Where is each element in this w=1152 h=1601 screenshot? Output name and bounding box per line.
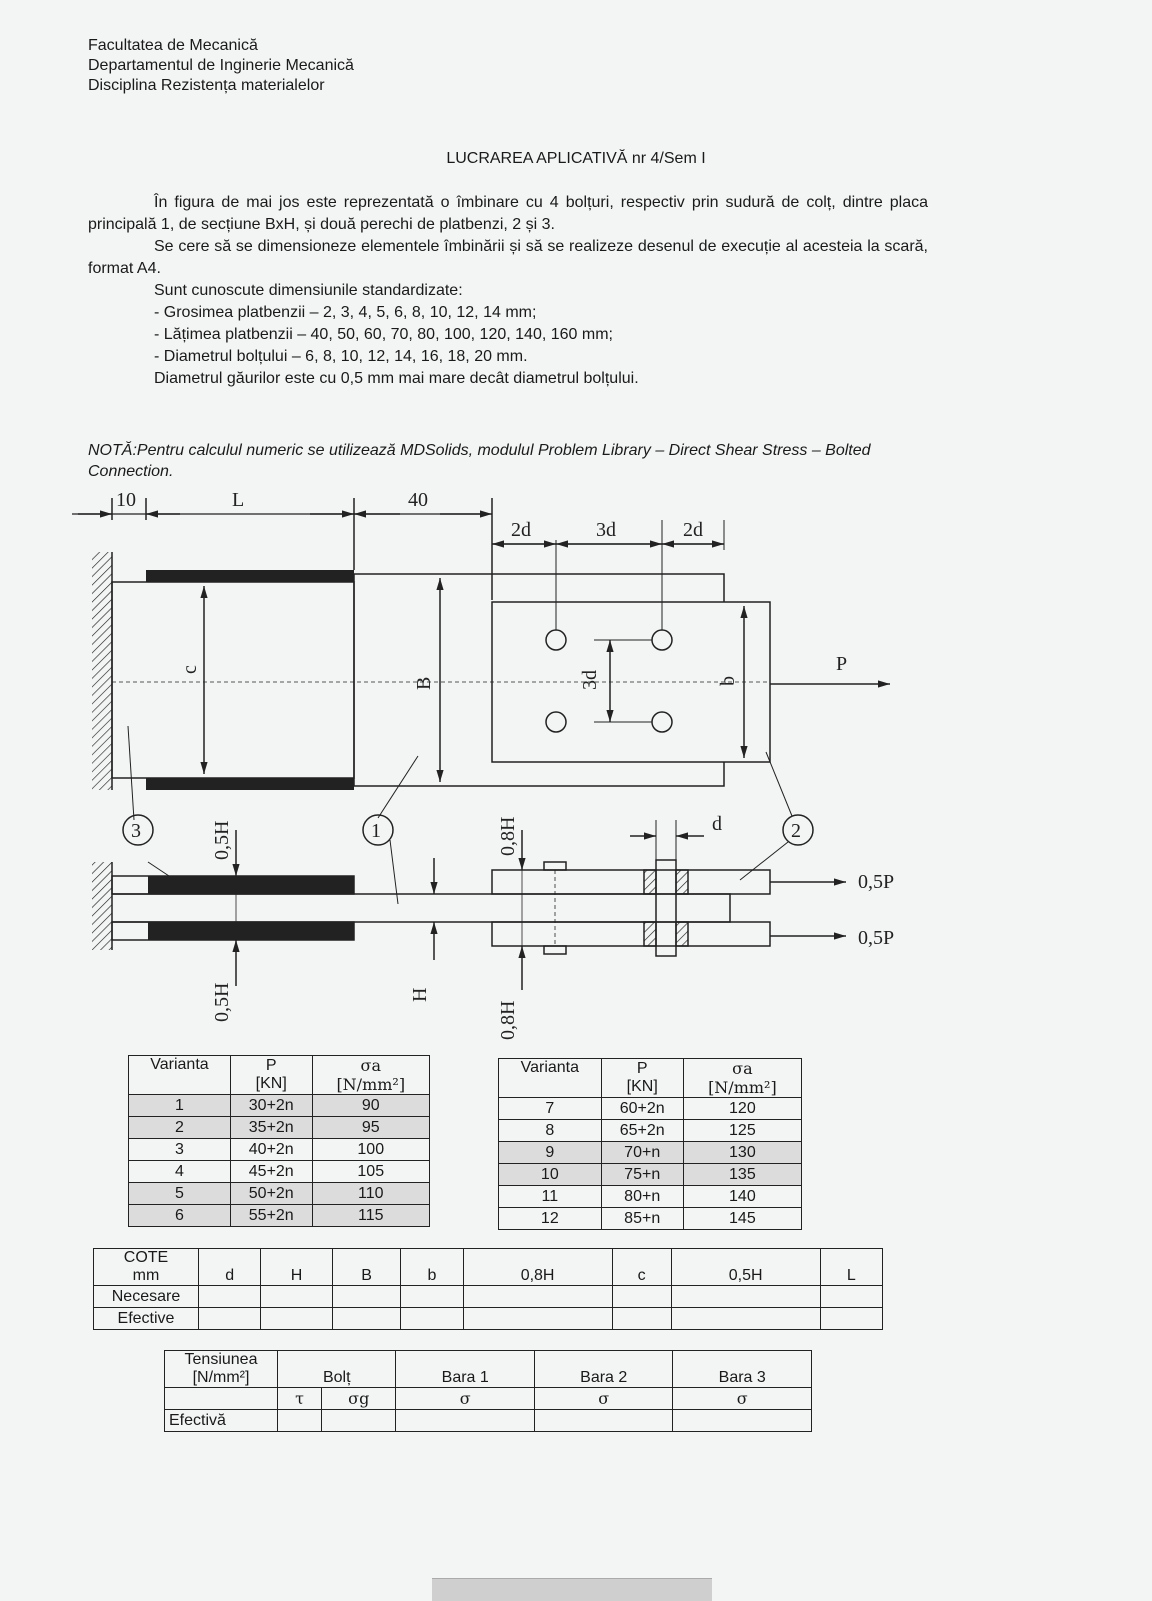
stress-table bbox=[164, 1350, 812, 1432]
col-L: L bbox=[820, 1249, 882, 1286]
col-sigma bbox=[683, 1059, 801, 1098]
faculty-name: Facultatea de Mecanică bbox=[88, 37, 258, 54]
sym-tau: τ bbox=[278, 1388, 322, 1410]
note: NOTĂ:Pentru calculul numeric se utilizează MDSolids, modulul Problem Library – Direct Shear Stress – Bolted Connection. bbox=[88, 442, 871, 480]
weld-side-bottom bbox=[148, 922, 354, 940]
dim-B: B bbox=[413, 676, 435, 690]
joint-drawing bbox=[0, 490, 1152, 1050]
col-sigma-unit: [N/mm²] bbox=[336, 1075, 406, 1094]
variants-table-left bbox=[128, 1055, 430, 1227]
wall-side-hatch bbox=[92, 862, 112, 950]
tensiune-header bbox=[165, 1351, 278, 1388]
table-row: 8 65+2n 125 bbox=[499, 1120, 802, 1142]
wall-top-hatch bbox=[92, 552, 112, 790]
table-row: 5 50+2n 110 bbox=[129, 1183, 430, 1205]
weld-top bbox=[146, 570, 354, 582]
col-bara2: Bara 2 bbox=[534, 1351, 673, 1388]
department-name: Departamentul de Inginerie Mecanică bbox=[88, 57, 354, 74]
col-H: H bbox=[261, 1249, 333, 1286]
sym-sigma-2: σ bbox=[534, 1388, 673, 1410]
col-p-label: P bbox=[265, 1057, 277, 1074]
table-row: 6 55+2n 115 bbox=[129, 1205, 430, 1227]
force-05P-top: 0,5P bbox=[858, 871, 895, 893]
table-row: 9 70+n 130 bbox=[499, 1142, 802, 1164]
dim-08H-bottom: 0,8H bbox=[497, 1000, 519, 1040]
list-item-width: - Lățimea platbenzii – 40, 50, 60, 70, 80, 100, 120, 140, 160 mm; bbox=[154, 326, 613, 343]
col-05H: 0,5H bbox=[671, 1249, 820, 1286]
tensiune-unit: [N/mm²] bbox=[192, 1369, 250, 1386]
table-row: 11 80+n 140 bbox=[499, 1186, 802, 1208]
problem-statement bbox=[88, 192, 928, 390]
weld-bottom bbox=[146, 778, 354, 790]
paragraph-1: În figura de mai jos este reprezentată o îmbinare cu 4 bolțuri, respectiv prin sudură de colț, dintre placa principală 1, de secțiune BxH, și două perechi de platbenzi, 2 și 3. bbox=[88, 194, 928, 233]
sym-sigma-3: σ bbox=[673, 1388, 812, 1410]
sym-sigma-g: σg bbox=[322, 1388, 396, 1410]
table-row bbox=[94, 1308, 883, 1330]
variants-table-right bbox=[498, 1058, 802, 1230]
paragraph-3: Sunt cunoscute dimensiunile standardizate: bbox=[154, 282, 463, 299]
paragraph-2: Se cere să se dimensioneze elementele îmbinării și să se realizeze desenul de execuție al acesteia la scară, format A4. bbox=[88, 238, 928, 277]
col-bara3: Bara 3 bbox=[673, 1351, 812, 1388]
dim-10: 10 bbox=[116, 490, 136, 511]
callout-3: 3 bbox=[131, 820, 141, 842]
col-d: d bbox=[199, 1249, 261, 1286]
sym-sigma-1: σ bbox=[396, 1388, 535, 1410]
dimensions-table bbox=[93, 1248, 883, 1330]
col-p-label: P bbox=[636, 1060, 648, 1077]
col-bara1: Bara 1 bbox=[396, 1351, 535, 1388]
col-sigma-label: σa bbox=[732, 1059, 753, 1078]
document-header bbox=[88, 36, 354, 96]
dim-b: b bbox=[717, 676, 739, 686]
bolt-head-hatch-left bbox=[644, 870, 656, 894]
col-sigma-unit: [N/mm²] bbox=[708, 1078, 777, 1097]
row-necesare: Necesare bbox=[94, 1286, 199, 1308]
paragraph-4: Diametrul găurilor este cu 0,5 mm mai mare decât diametrul bolțului. bbox=[154, 370, 639, 387]
force-05P-bottom: 0,5P bbox=[858, 927, 895, 949]
dim-H: H bbox=[409, 987, 431, 1002]
dim-c: c bbox=[179, 665, 201, 674]
table-row: 10 75+n 135 bbox=[499, 1164, 802, 1186]
table-row: 1 30+2n 90 bbox=[129, 1095, 430, 1117]
table-row: 12 85+n 145 bbox=[499, 1208, 802, 1230]
dim-2d-left: 2d bbox=[511, 519, 531, 541]
table-row: 7 60+2n 120 bbox=[499, 1098, 802, 1120]
list-item-diameter: - Diametrul bolțului – 6, 8, 10, 12, 14, 16, 18, 20 mm. bbox=[154, 348, 528, 365]
col-p bbox=[601, 1059, 683, 1098]
cote-unit: mm bbox=[132, 1267, 160, 1284]
dim-2d-right: 2d bbox=[683, 519, 703, 541]
col-varianta: Varianta bbox=[499, 1059, 602, 1098]
col-p-unit: [KN] bbox=[255, 1075, 287, 1092]
col-b: b bbox=[401, 1249, 463, 1286]
scan-artifact bbox=[432, 1578, 712, 1601]
col-sigma bbox=[312, 1056, 429, 1095]
dim-05H-bottom: 0,5H bbox=[211, 982, 233, 1022]
list-item-thickness: - Grosimea platbenzii – 2, 3, 4, 5, 6, 8, 10, 12, 14 mm; bbox=[154, 304, 537, 321]
callout-1: 1 bbox=[371, 820, 381, 842]
bolt-head-hatch-right bbox=[676, 870, 688, 894]
col-B: B bbox=[332, 1249, 400, 1286]
table-row bbox=[165, 1410, 812, 1432]
col-c: c bbox=[612, 1249, 671, 1286]
weld-side-top bbox=[148, 876, 354, 894]
table-row bbox=[165, 1388, 812, 1410]
col-08H: 0,8H bbox=[463, 1249, 612, 1286]
dim-08H-top: 0,8H bbox=[497, 816, 519, 856]
row-efective: Efective bbox=[94, 1308, 199, 1330]
col-varianta: Varianta bbox=[129, 1056, 231, 1095]
table-row: 3 40+2n 100 bbox=[129, 1139, 430, 1161]
dim-L: L bbox=[232, 490, 245, 511]
dim-3d-vertical: 3d bbox=[579, 670, 601, 690]
dim-05H-top: 0,5H bbox=[211, 820, 233, 860]
table-row: 4 45+2n 105 bbox=[129, 1161, 430, 1183]
cote-label: COTE bbox=[123, 1249, 169, 1266]
callout-2: 2 bbox=[791, 820, 801, 842]
table-row bbox=[94, 1286, 883, 1308]
dim-3d: 3d bbox=[596, 519, 616, 541]
col-p-unit: [KN] bbox=[626, 1078, 658, 1095]
force-P: P bbox=[836, 653, 848, 675]
col-p bbox=[230, 1056, 312, 1095]
discipline-name: Disciplina Rezistența materialelor bbox=[88, 77, 325, 94]
cote-header bbox=[94, 1249, 199, 1286]
dim-d: d bbox=[712, 813, 722, 835]
row-efectiva: Efectivă bbox=[165, 1410, 278, 1432]
table-row: 2 35+2n 95 bbox=[129, 1117, 430, 1139]
col-sigma-label: σa bbox=[360, 1056, 381, 1075]
document-title: LUCRAREA APLICATIVĂ nr 4/Sem I bbox=[446, 150, 706, 167]
dim-40: 40 bbox=[408, 490, 428, 511]
tensiune-label: Tensiunea bbox=[184, 1351, 258, 1368]
col-bolt: Bolț bbox=[278, 1351, 396, 1388]
